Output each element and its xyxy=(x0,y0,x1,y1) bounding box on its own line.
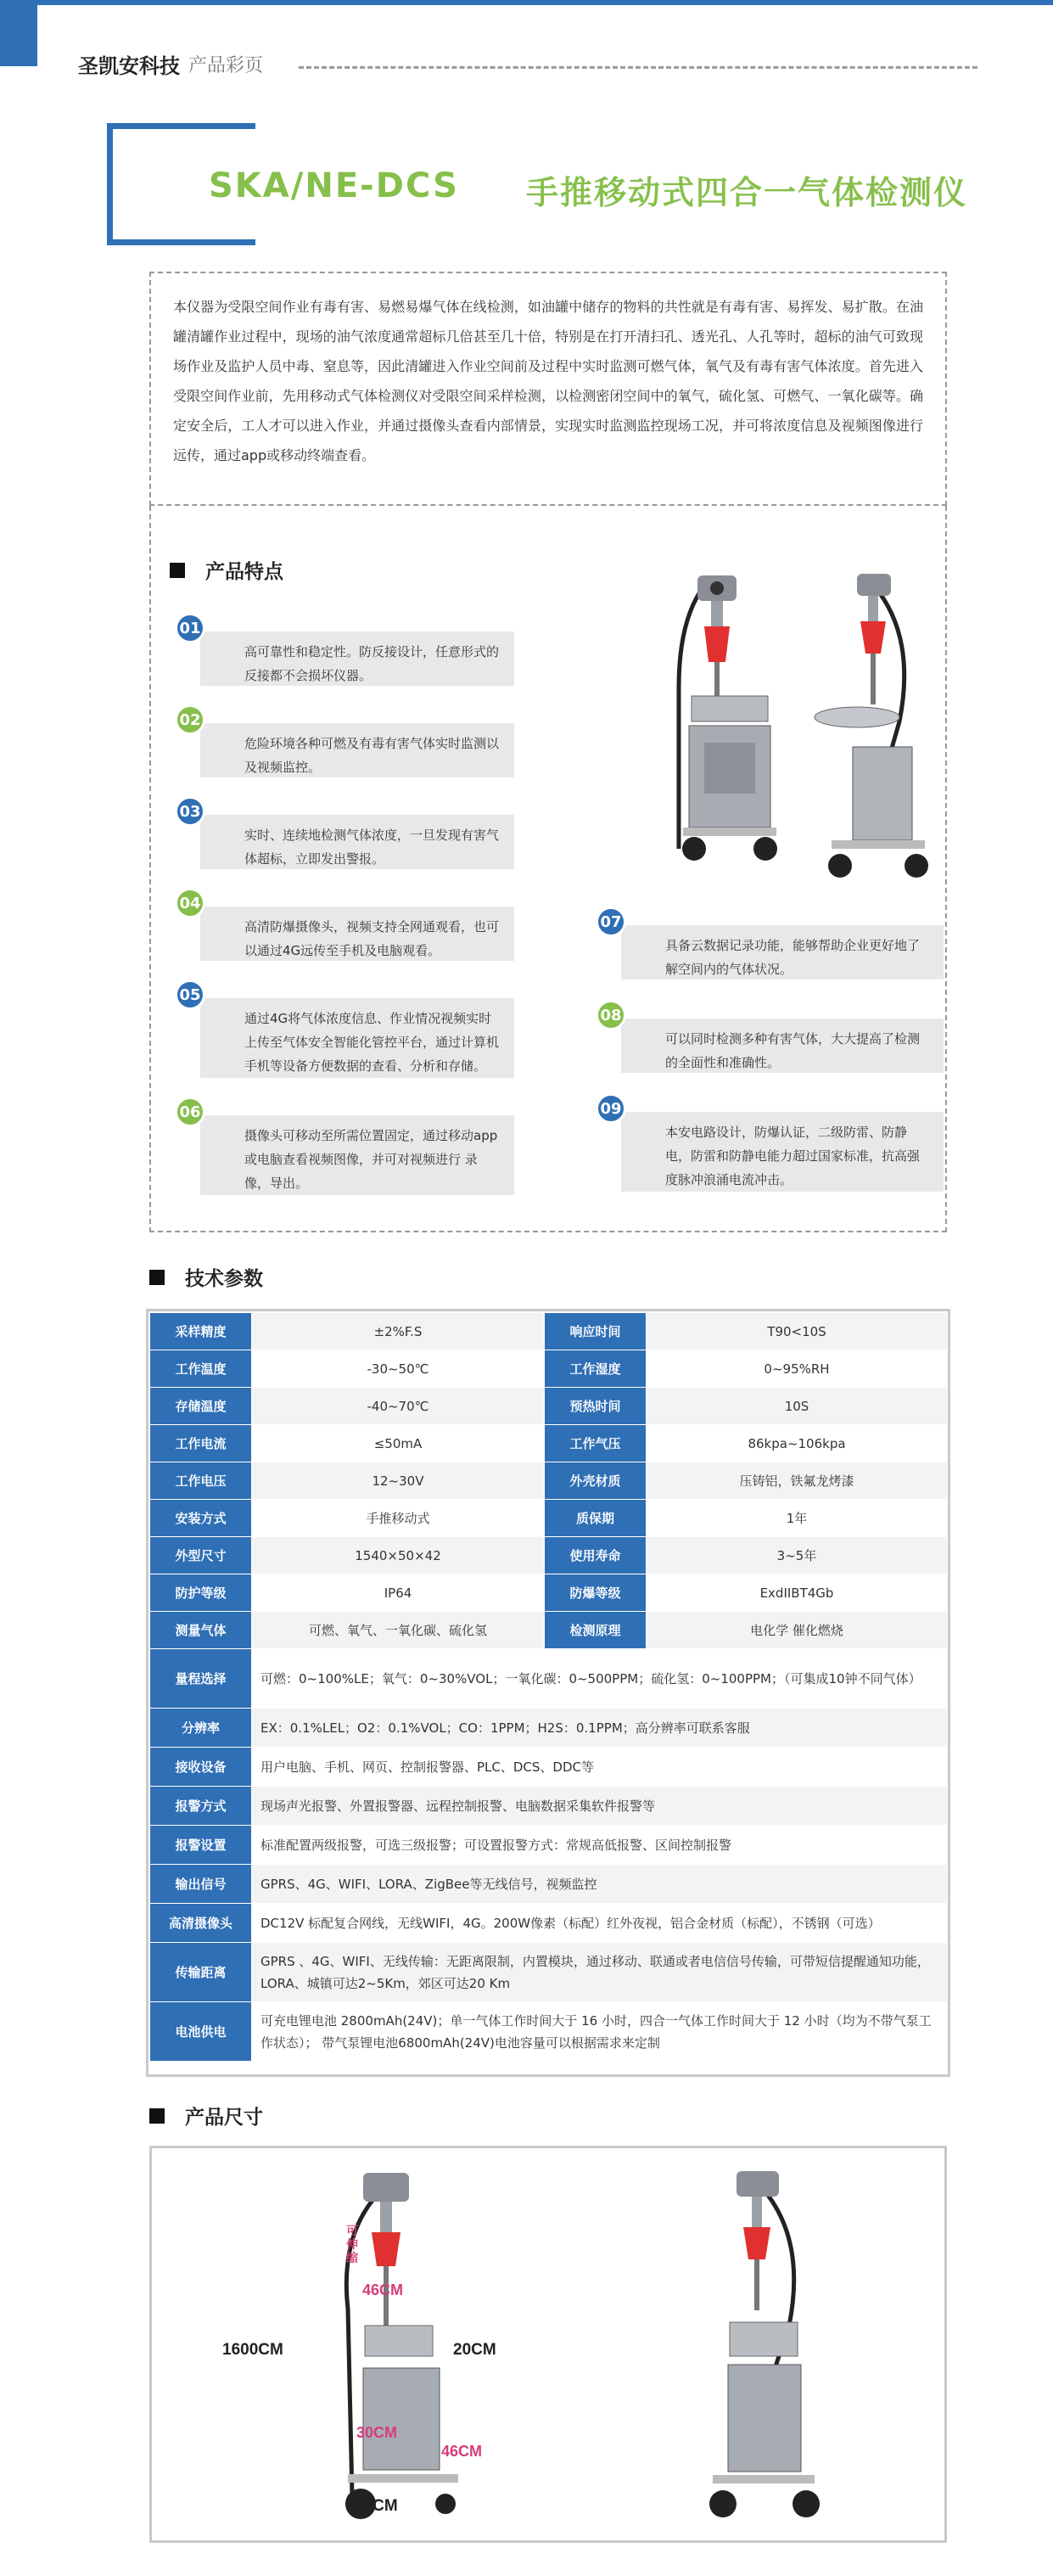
spec-label: 采样精度 xyxy=(150,1313,252,1350)
dim-telescopic-label: 可伸缩 xyxy=(346,2224,358,2265)
spec-label: 外壳材质 xyxy=(545,1462,647,1500)
feature-number-02: 02 xyxy=(175,704,205,735)
feature-number-05: 05 xyxy=(175,979,205,1010)
spec-value: 10S xyxy=(647,1388,948,1425)
section-marker-icon xyxy=(149,1270,165,1285)
spec-label: 安装方式 xyxy=(150,1500,252,1537)
spec-row-wide xyxy=(150,1709,948,1748)
feature-number-01: 01 xyxy=(175,613,205,643)
spec-row-wide xyxy=(150,1649,948,1709)
header-dashed-rule xyxy=(299,66,977,69)
feature-number-09: 09 xyxy=(596,1093,626,1124)
feature-number-06: 06 xyxy=(175,1097,205,1127)
spec-row-wide xyxy=(150,1904,948,1943)
spec-row xyxy=(150,1612,948,1649)
spec-value: -40~70℃ xyxy=(252,1388,545,1425)
spec-row xyxy=(150,1350,948,1388)
feature-card-03: 实时、连续地检测气体浓度，一旦发现有害气体超标，立即发出警报。 xyxy=(200,815,514,869)
spec-label: 高清摄像头 xyxy=(150,1904,252,1943)
spec-label: 工作温度 xyxy=(150,1350,252,1388)
dimension-drawing-components xyxy=(679,2156,832,2529)
features-title: 产品特点 xyxy=(205,561,283,583)
dim-head-width-label: 46CM xyxy=(362,2281,404,2298)
spec-row-wide xyxy=(150,1865,948,1904)
brand-name: 圣凯安科技 xyxy=(78,54,180,78)
spec-row xyxy=(150,1537,948,1574)
section-marker-icon xyxy=(149,2108,165,2124)
feature-card-05: 通过4G将气体浓度信息、作业情况视频实时上传至气体安全智能化管控平台，通过计算机手机等设备方便数据的查看、分析和存储。 xyxy=(200,998,514,1078)
spec-label: 工作气压 xyxy=(545,1425,647,1462)
spec-value: T90<10S xyxy=(647,1313,948,1350)
spec-value: 86kpa~106kpa xyxy=(647,1425,948,1462)
spec-value: 1540×50×42 xyxy=(252,1537,545,1574)
dimensions-heading xyxy=(149,2102,263,2130)
spec-row xyxy=(150,1462,948,1500)
feature-number-03: 03 xyxy=(175,796,205,827)
device-photo-side xyxy=(806,569,942,891)
spec-row-wide xyxy=(150,2002,948,2062)
spec-value: ±2%F.S xyxy=(252,1313,545,1350)
spec-label: 量程选择 xyxy=(150,1649,252,1709)
spec-label: 防护等级 xyxy=(150,1574,252,1612)
spec-row-wide xyxy=(150,1826,948,1865)
spec-value: IP64 xyxy=(252,1574,545,1612)
spec-label: 传输距离 xyxy=(150,1943,252,2002)
spec-value: GPRS 、4G、WIFI、无线传输：无距离限制，内置模块，通过移动、联通或者电信信号传输，可带短信提醒通知功能，LORA、城镇可达2~5Km，郊区可达20 Km xyxy=(252,1943,948,2002)
spec-label: 分辨率 xyxy=(150,1709,252,1748)
spec-value: 现场声光报警、外置报警器、远程控制报警、电脑数据采集软件报警等 xyxy=(252,1787,948,1826)
dim-side-label: 20CM xyxy=(453,2341,496,2359)
spec-label: 接收设备 xyxy=(150,1748,252,1787)
feature-card-08: 可以同时检测多种有害气体，大大提高了检测的全面性和准确性。 xyxy=(621,1019,944,1073)
spec-label: 预热时间 xyxy=(545,1388,647,1425)
spec-value: ExdIIBT4Gb xyxy=(647,1574,948,1612)
spec-value: 手推移动式 xyxy=(252,1500,545,1537)
spec-label: 工作湿度 xyxy=(545,1350,647,1388)
spec-row xyxy=(150,1500,948,1537)
spec-value: 标准配置两级报警，可选三级报警；可设置报警方式：常规高低报警、区间控制报警 xyxy=(252,1826,948,1865)
spec-label: 报警方式 xyxy=(150,1787,252,1826)
feature-number-08: 08 xyxy=(596,1000,626,1030)
spec-value: 可充电锂电池 2800mAh(24V)；单一气体工作时间大于 16 小时，四合一气体工作时间大于 12 小时（均为不带气泵工作状态）； 带气泵锂电池6800mAh(24V)电池容量可以根据需求来定制 xyxy=(252,2002,948,2062)
spec-label: 输出信号 xyxy=(150,1865,252,1904)
spec-value: 用户电脑、手机、网页、控制报警器、PLC、DCS、DDC等 xyxy=(252,1748,948,1787)
device-photo-front xyxy=(645,569,815,874)
feature-number-04: 04 xyxy=(175,888,205,918)
product-title: 手推移动式四合一气体检测仪 xyxy=(526,174,968,211)
specs-heading xyxy=(149,1263,263,1291)
feature-card-06: 摄像头可移动至所需位置固定，通过移动app或电脑查看视频图像，并可对视频进行 录像，导出。 xyxy=(200,1115,514,1195)
dimension-drawing-device xyxy=(305,2156,475,2529)
dim-body-width-label: 30CM xyxy=(356,2424,398,2441)
spec-row xyxy=(150,1425,948,1462)
spec-row xyxy=(150,1313,948,1350)
spec-label: 响应时间 xyxy=(545,1313,647,1350)
specs-table xyxy=(149,1312,948,2062)
spec-value: 0~95%RH xyxy=(647,1350,948,1388)
spec-value: 可燃、氧气、一氧化碳、硫化氢 xyxy=(252,1612,545,1649)
spec-value: 12~30V xyxy=(252,1462,545,1500)
feature-card-01: 高可靠性和稳定性。防反接设计，任意形式的反接都不会损坏仪器。 xyxy=(200,631,514,686)
spec-value: DC12V 标配复合网线，无线WIFI，4G。200W像素（标配）红外夜视，铝合金材质（标配），不锈钢（可选） xyxy=(252,1904,948,1943)
spec-label: 测量气体 xyxy=(150,1612,252,1649)
spec-label: 工作电流 xyxy=(150,1425,252,1462)
spec-value: 电化学 催化燃烧 xyxy=(647,1612,948,1649)
spec-label: 使用寿命 xyxy=(545,1537,647,1574)
feature-number-07: 07 xyxy=(596,906,626,937)
dimensions-title: 产品尺寸 xyxy=(185,2107,263,2129)
spec-label: 存储温度 xyxy=(150,1388,252,1425)
intro-box xyxy=(149,272,947,506)
model-number: SKA/NE-DCS xyxy=(209,166,459,205)
features-heading xyxy=(170,556,283,584)
spec-value: 3~5年 xyxy=(647,1537,948,1574)
spec-value: EX：0.1%LEL；O2：0.1%VOL；CO：1PPM；H2S：0.1PPM；高分辨率可联系客服 xyxy=(252,1709,948,1748)
feature-card-04: 高清防爆摄像头，视频支持全网通观看，也可以通过4G远传至手机及电脑观看。 xyxy=(200,906,514,961)
spec-value: GPRS、4G、WIFI、LORA、ZigBee等无线信号，视频监控 xyxy=(252,1865,948,1904)
spec-value: 可燃：0~100%LE；氧气：0~30%VOL；一氧化碳：0~500PPM；硫化氢：0~100PPM；（可集成10钟不同气体） xyxy=(252,1649,948,1709)
spec-label: 外型尺寸 xyxy=(150,1537,252,1574)
spec-row xyxy=(150,1388,948,1425)
section-marker-icon xyxy=(170,563,185,578)
spec-row-wide xyxy=(150,1787,948,1826)
spec-value: -30~50℃ xyxy=(252,1350,545,1388)
spec-row-wide xyxy=(150,1748,948,1787)
dim-height-label: 1600CM xyxy=(222,2341,283,2359)
brand-subtitle: 产品彩页 xyxy=(188,55,264,76)
spec-value: 压铸铝，铁氟龙烤漆 xyxy=(647,1462,948,1500)
spec-value: 1年 xyxy=(647,1500,948,1537)
intro-text: 本仪器为受限空间作业有毒有害、易燃易爆气体在线检测，如油罐中储存的物料的共性就是有毒有害、易挥发、易扩散。在油罐清罐作业过程中，现场的油气浓度通常超标几倍甚至几十倍，特别是在打开清扫孔、透光孔、人孔等时，超标的油气可致现场作业及监护人员中毒、窒息等，因此清罐进入作业空间前及过程中实时监测可燃气体，氧气及有毒有害气体浓度。首先进入受限空间作业前，先用移动式气体检测仪对受限空间采样检测，以检测密闭空间中的氧气，硫化氢、可燃气、一氧化碳等。确定安全后，工人才可以进入作业，并通过摄像头查看内部情景，实现实时监测监控现场工况，并可将浓度信息及视频图像进行远传，通过app或移动终端查看。 xyxy=(173,299,923,463)
spec-row-wide xyxy=(150,1943,948,2002)
feature-card-07: 具备云数据记录功能，能够帮助企业更好地了解空间内的气体状况。 xyxy=(621,925,944,979)
spec-value: ≤50mA xyxy=(252,1425,545,1462)
spec-label: 防爆等级 xyxy=(545,1574,647,1612)
corner-accent-tab xyxy=(0,0,37,66)
dim-base-depth-label: 46CM xyxy=(441,2443,483,2460)
specs-title: 技术参数 xyxy=(185,1268,263,1290)
feature-card-02: 危险环境各种可燃及有毒有害气体实时监测以及视频监控。 xyxy=(200,723,514,777)
spec-row xyxy=(150,1574,948,1612)
spec-label: 工作电压 xyxy=(150,1462,252,1500)
spec-label: 检测原理 xyxy=(545,1612,647,1649)
spec-label: 电池供电 xyxy=(150,2002,252,2062)
spec-label: 质保期 xyxy=(545,1500,647,1537)
dim-base-width-label: 50CM xyxy=(355,2497,398,2515)
spec-label: 报警设置 xyxy=(150,1826,252,1865)
feature-card-09: 本安电路设计，防爆认证，二级防雷、防静电，防雷和防静电能力超过国家标准，抗高强度脉冲浪涌电流冲击。 xyxy=(621,1112,944,1192)
top-accent-bar xyxy=(0,0,1053,5)
